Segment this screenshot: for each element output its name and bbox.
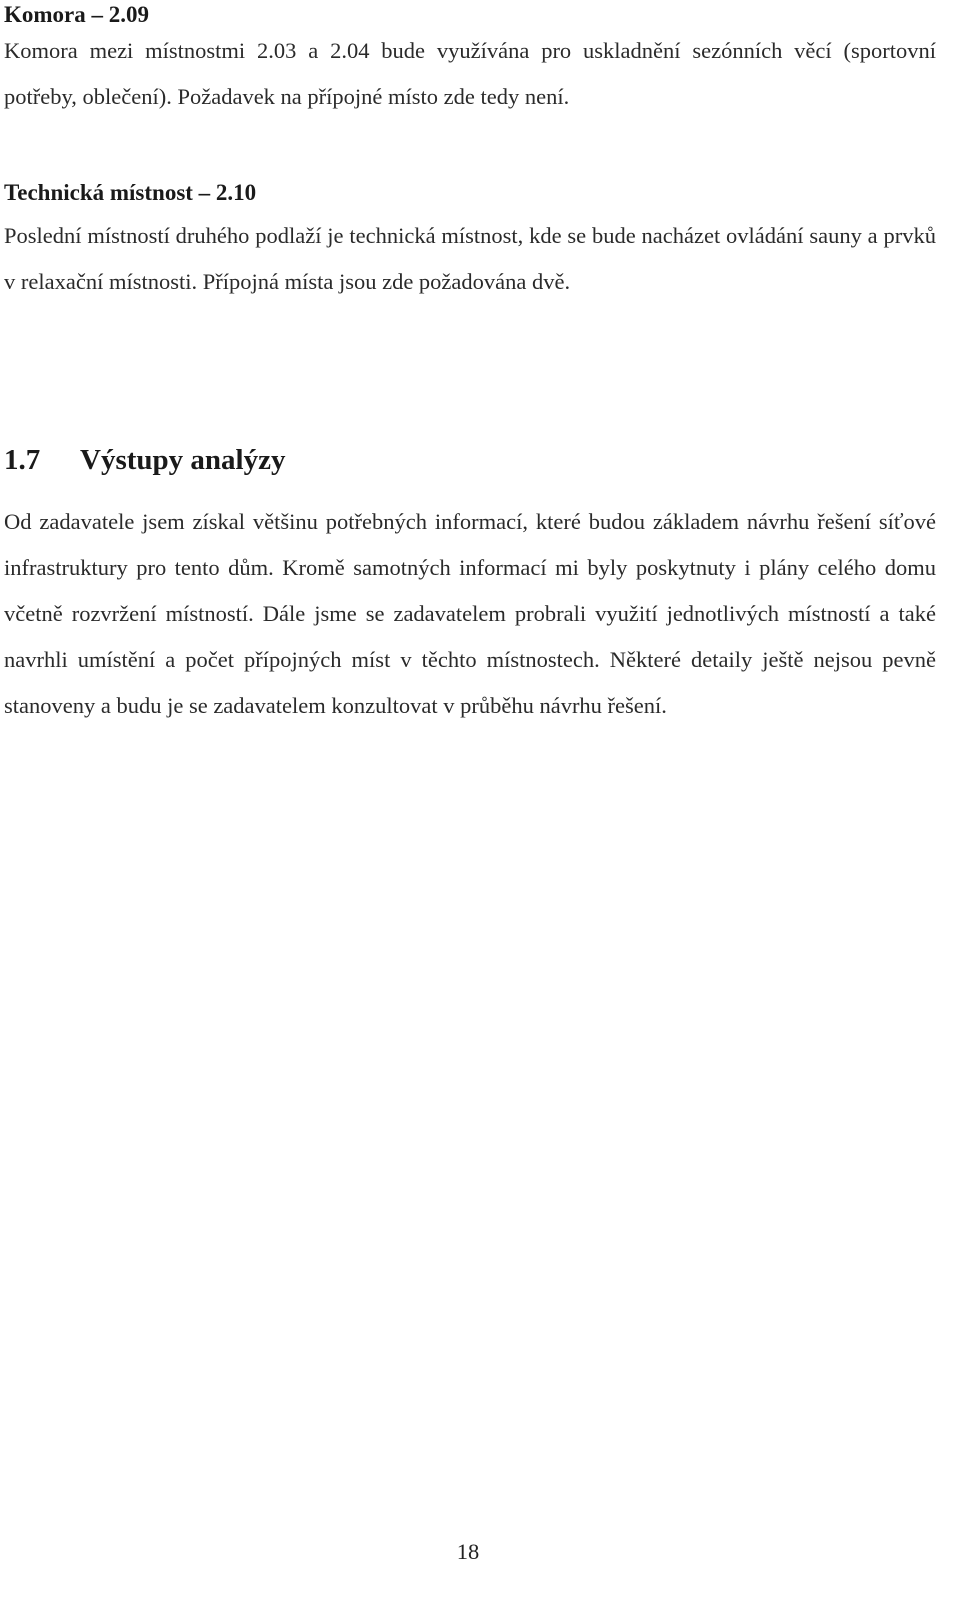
section-paragraph-komora: Komora mezi místnostmi 2.03 a 2.04 bude využívána pro uskladnění sezónních věcí (sportovní potřeby, oblečení). Požadavek na přípojné místo zde tedy není. [4,38,936,109]
section-heading-technicka-mistnost: Technická místnost – 2.10 [4,180,257,205]
chapter-number: 1.7 [4,444,41,476]
section-heading-komora: Komora – 2.09 [4,2,150,27]
chapter-paragraph: Od zadavatele jsem získal většinu potřebných informací, které budou základem návrhu řešení síťové infrastruktury pro tento dům. Kromě samotných informací mi byly poskytnuty i plány celého domu včetně rozvržení místností. Dále jsme se zadavatelem probrali využití jednotlivých místností a také navrhli umístění a počet přípojných míst v těchto místnostech. Některé detaily ještě nejsou pevně stanoveny a budu je se zadavatelem konzultovat v průběhu návrhu řešení. [4,509,936,718]
chapter-title: Výstupy analýzy [80,444,286,476]
section-paragraph-technicka-mistnost: Poslední místností druhého podlaží je technická místnost, kde se bude nacházet ovládání sauny a prvků v relaxační místnosti. Přípojná místa jsou zde požadována dvě. [4,223,936,294]
chapter-heading [4,440,285,480]
page-number: 18 [456,1539,480,1564]
